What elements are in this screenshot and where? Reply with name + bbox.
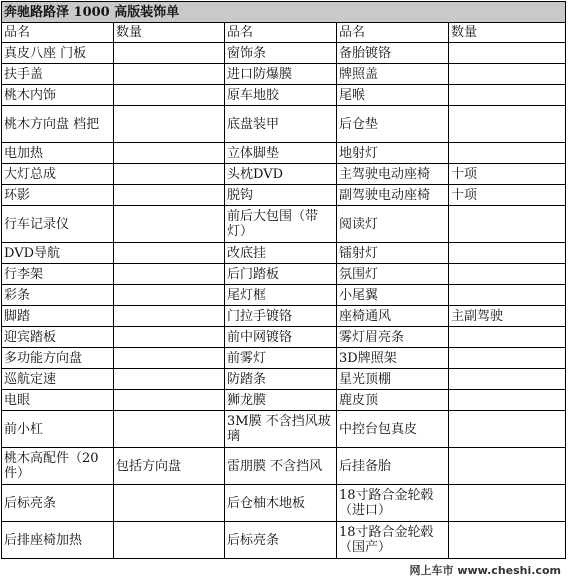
item-name-cell: 进口防爆膜 <box>225 64 337 85</box>
quantity-cell <box>449 369 566 390</box>
item-name-cell: 狮龙膜 <box>225 390 337 411</box>
header-item-name: 品名 <box>225 23 337 43</box>
quantity-cell <box>114 390 225 411</box>
item-name-cell: 18寸路合金轮毂（进口） <box>337 485 449 522</box>
table-row <box>2 243 566 264</box>
quantity-cell <box>449 143 566 164</box>
item-name-cell: 头枕DVD <box>225 164 337 185</box>
item-name-cell: 前中网镀铬 <box>225 327 337 348</box>
quantity-cell <box>449 285 566 306</box>
item-name-cell: 后门踏板 <box>225 264 337 285</box>
quantity-cell <box>114 64 225 85</box>
quantity-cell: 包括方向盘 <box>114 448 225 485</box>
item-name-cell: 真皮八座 门板 <box>2 43 114 64</box>
quantity-cell <box>114 243 225 264</box>
item-name-cell: 后挂备胎 <box>337 448 449 485</box>
quantity-cell <box>449 522 566 559</box>
quantity-cell <box>114 185 225 206</box>
item-name-cell: 桃木内饰 <box>2 85 114 106</box>
item-name-cell: 门拉手镀铬 <box>225 306 337 327</box>
quantity-cell <box>449 348 566 369</box>
item-name-cell: 窗饰条 <box>225 43 337 64</box>
item-name-cell: 前后大包围（带灯） <box>225 206 337 243</box>
table-row <box>2 522 566 559</box>
item-name-cell: 18寸路合金轮毂（国产） <box>337 522 449 559</box>
quantity-cell <box>114 106 225 143</box>
table-row <box>2 106 566 143</box>
item-name-cell: 彩条 <box>2 285 114 306</box>
item-name-cell: 大灯总成 <box>2 164 114 185</box>
quantity-cell <box>449 85 566 106</box>
table-row <box>2 485 566 522</box>
item-name-cell: 改底挂 <box>225 243 337 264</box>
item-name-cell: 氛围灯 <box>337 264 449 285</box>
item-name-cell: 扶手盖 <box>2 64 114 85</box>
header-item-name: 品名 <box>337 23 449 43</box>
table-row <box>2 448 566 485</box>
item-name-cell: 底盘装甲 <box>225 106 337 143</box>
quantity-cell <box>114 206 225 243</box>
table-row <box>2 285 566 306</box>
table-row <box>2 411 566 448</box>
quantity-cell <box>449 411 566 448</box>
item-name-cell: 尾喉 <box>337 85 449 106</box>
item-name-cell: 小尾翼 <box>337 285 449 306</box>
table-row <box>2 390 566 411</box>
item-name-cell: 脚踏 <box>2 306 114 327</box>
item-name-cell: 电加热 <box>2 143 114 164</box>
item-name-cell: 电眼 <box>2 390 114 411</box>
header-quantity: 数量 <box>449 23 566 43</box>
quantity-cell <box>449 264 566 285</box>
quantity-cell <box>449 485 566 522</box>
quantity-cell <box>114 306 225 327</box>
quantity-cell: 十项 <box>449 185 566 206</box>
item-name-cell: 桃木高配件（20件） <box>2 448 114 485</box>
item-name-cell: 主驾驶电动座椅 <box>337 164 449 185</box>
quantity-cell <box>114 411 225 448</box>
quantity-cell <box>114 43 225 64</box>
table-row <box>2 164 566 185</box>
item-name-cell: 座椅通风 <box>337 306 449 327</box>
item-name-cell: 镭射灯 <box>337 243 449 264</box>
item-name-cell: 牌照盖 <box>337 64 449 85</box>
header-quantity: 数量 <box>114 23 225 43</box>
item-name-cell: 尾灯框 <box>225 285 337 306</box>
item-name-cell: 后仓垫 <box>337 106 449 143</box>
item-name-cell: 鹿皮顶 <box>337 390 449 411</box>
item-name-cell: 3M膜 不含挡风玻璃 <box>225 411 337 448</box>
item-name-cell: 阅读灯 <box>337 206 449 243</box>
quantity-cell <box>449 43 566 64</box>
table-row <box>2 369 566 390</box>
item-name-cell: DVD导航 <box>2 243 114 264</box>
header-item-name: 品名 <box>2 23 114 43</box>
item-name-cell: 立体脚垫 <box>225 143 337 164</box>
quantity-cell <box>449 106 566 143</box>
table-row <box>2 206 566 243</box>
item-name-cell: 副驾驶电动座椅 <box>337 185 449 206</box>
quantity-cell: 十项 <box>449 164 566 185</box>
item-name-cell: 前雾灯 <box>225 348 337 369</box>
item-name-cell: 巡航定速 <box>2 369 114 390</box>
quantity-cell <box>114 327 225 348</box>
table-row <box>2 348 566 369</box>
item-name-cell: 环影 <box>2 185 114 206</box>
table-row <box>2 306 566 327</box>
table-row <box>2 185 566 206</box>
item-name-cell: 后排座椅加热 <box>2 522 114 559</box>
quantity-cell <box>114 369 225 390</box>
quantity-cell <box>114 164 225 185</box>
quantity-cell <box>114 485 225 522</box>
quantity-cell <box>114 522 225 559</box>
table-row <box>2 264 566 285</box>
quantity-cell <box>114 264 225 285</box>
item-name-cell: 脱钩 <box>225 185 337 206</box>
quantity-cell <box>114 143 225 164</box>
quantity-cell <box>449 206 566 243</box>
quantity-cell <box>449 243 566 264</box>
item-name-cell: 中控台包真皮 <box>337 411 449 448</box>
quantity-cell <box>114 85 225 106</box>
table-row <box>2 143 566 164</box>
item-name-cell: 行车记录仪 <box>2 206 114 243</box>
item-name-cell: 桃木方向盘 档把 <box>2 106 114 143</box>
table-row <box>2 43 566 64</box>
item-name-cell: 原车地胶 <box>225 85 337 106</box>
item-name-cell: 后标亮条 <box>225 522 337 559</box>
table-row <box>2 64 566 85</box>
item-name-cell: 后仓柚木地板 <box>225 485 337 522</box>
item-name-cell: 前小杠 <box>2 411 114 448</box>
item-name-cell: 地射灯 <box>337 143 449 164</box>
quantity-cell <box>449 448 566 485</box>
item-name-cell: 后标亮条 <box>2 485 114 522</box>
quantity-cell <box>449 64 566 85</box>
watermark: 网上车市 www.cheshi.com <box>409 564 561 577</box>
table-row <box>2 327 566 348</box>
item-name-cell: 3D牌照架 <box>337 348 449 369</box>
item-name-cell: 多功能方向盘 <box>2 348 114 369</box>
quantity-cell <box>449 390 566 411</box>
table-title: 奔驰路路泽 1000 高版装饰单 <box>2 2 566 23</box>
table-row <box>2 85 566 106</box>
quantity-cell <box>114 285 225 306</box>
item-name-cell: 行李架 <box>2 264 114 285</box>
item-name-cell: 星光顶棚 <box>337 369 449 390</box>
item-name-cell: 防踏条 <box>225 369 337 390</box>
quantity-cell: 主副驾驶 <box>449 306 566 327</box>
item-name-cell: 备胎镀铬 <box>337 43 449 64</box>
item-name-cell: 迎宾踏板 <box>2 327 114 348</box>
quantity-cell <box>449 327 566 348</box>
quantity-cell <box>114 348 225 369</box>
item-name-cell: 雷朋膜 不含挡风 <box>225 448 337 485</box>
item-name-cell: 雾灯眉亮条 <box>337 327 449 348</box>
decoration-order-table <box>1 1 566 559</box>
